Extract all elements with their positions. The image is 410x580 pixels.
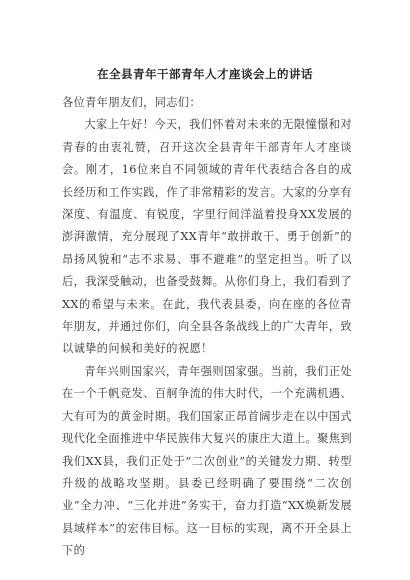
salutation: 各位青年朋友们，同志们：	[62, 96, 202, 109]
paragraph-1: 大家上午好！今天，我们怀着对未来的无限憧憬和对青春的由衷礼赞，召开这次全县青年干部青年人才座谈会。刚才，16位来自不同领域的青年代表结合各自的成长经历和工作实践，作了非常精彩的发言。大家的分享有深度、有温度、有锐度，字里行间洋溢着投身XX发展的澎湃激情，充分展现了XX青年“敢拼敢干、勇于创新”的昂扬风貌和“志不求易、事不避难”的坚定担当。听了以后，我深受触动，也备受鼓舞。从你们身上，我们看到了XX的希望与未来。在此，我代表县委，向在座的各位青年朋友，并通过你们，向全县各条战线上的广大青年，致以诚挚的问候和美好的祝愿！	[62, 118, 352, 356]
paragraph-2: 青年兴则国家兴，青年强则国家强。当前，我们正处在一个千帆竞发、百舸争流的伟大时代，一个充满机遇、大有可为的黄金时期。我们国家正昂首阔步走在以中国式现代化全面推进中华民族伟大复兴的康庄大道上。聚焦到我们XX县，我们正处于“二次创业”的关键发力期、转型升级的战略攻坚期。县委已经明确了要围绕“二次创业”全力冲、“三化并进”务实干，奋力打造“XX焕新发展县域样本”的宏伟目标。这一目标的实现，离不开全县上下的	[62, 364, 352, 558]
document-body	[62, 92, 352, 563]
document-title: 在全县青年干部青年人才座谈会上的讲话	[97, 67, 313, 81]
